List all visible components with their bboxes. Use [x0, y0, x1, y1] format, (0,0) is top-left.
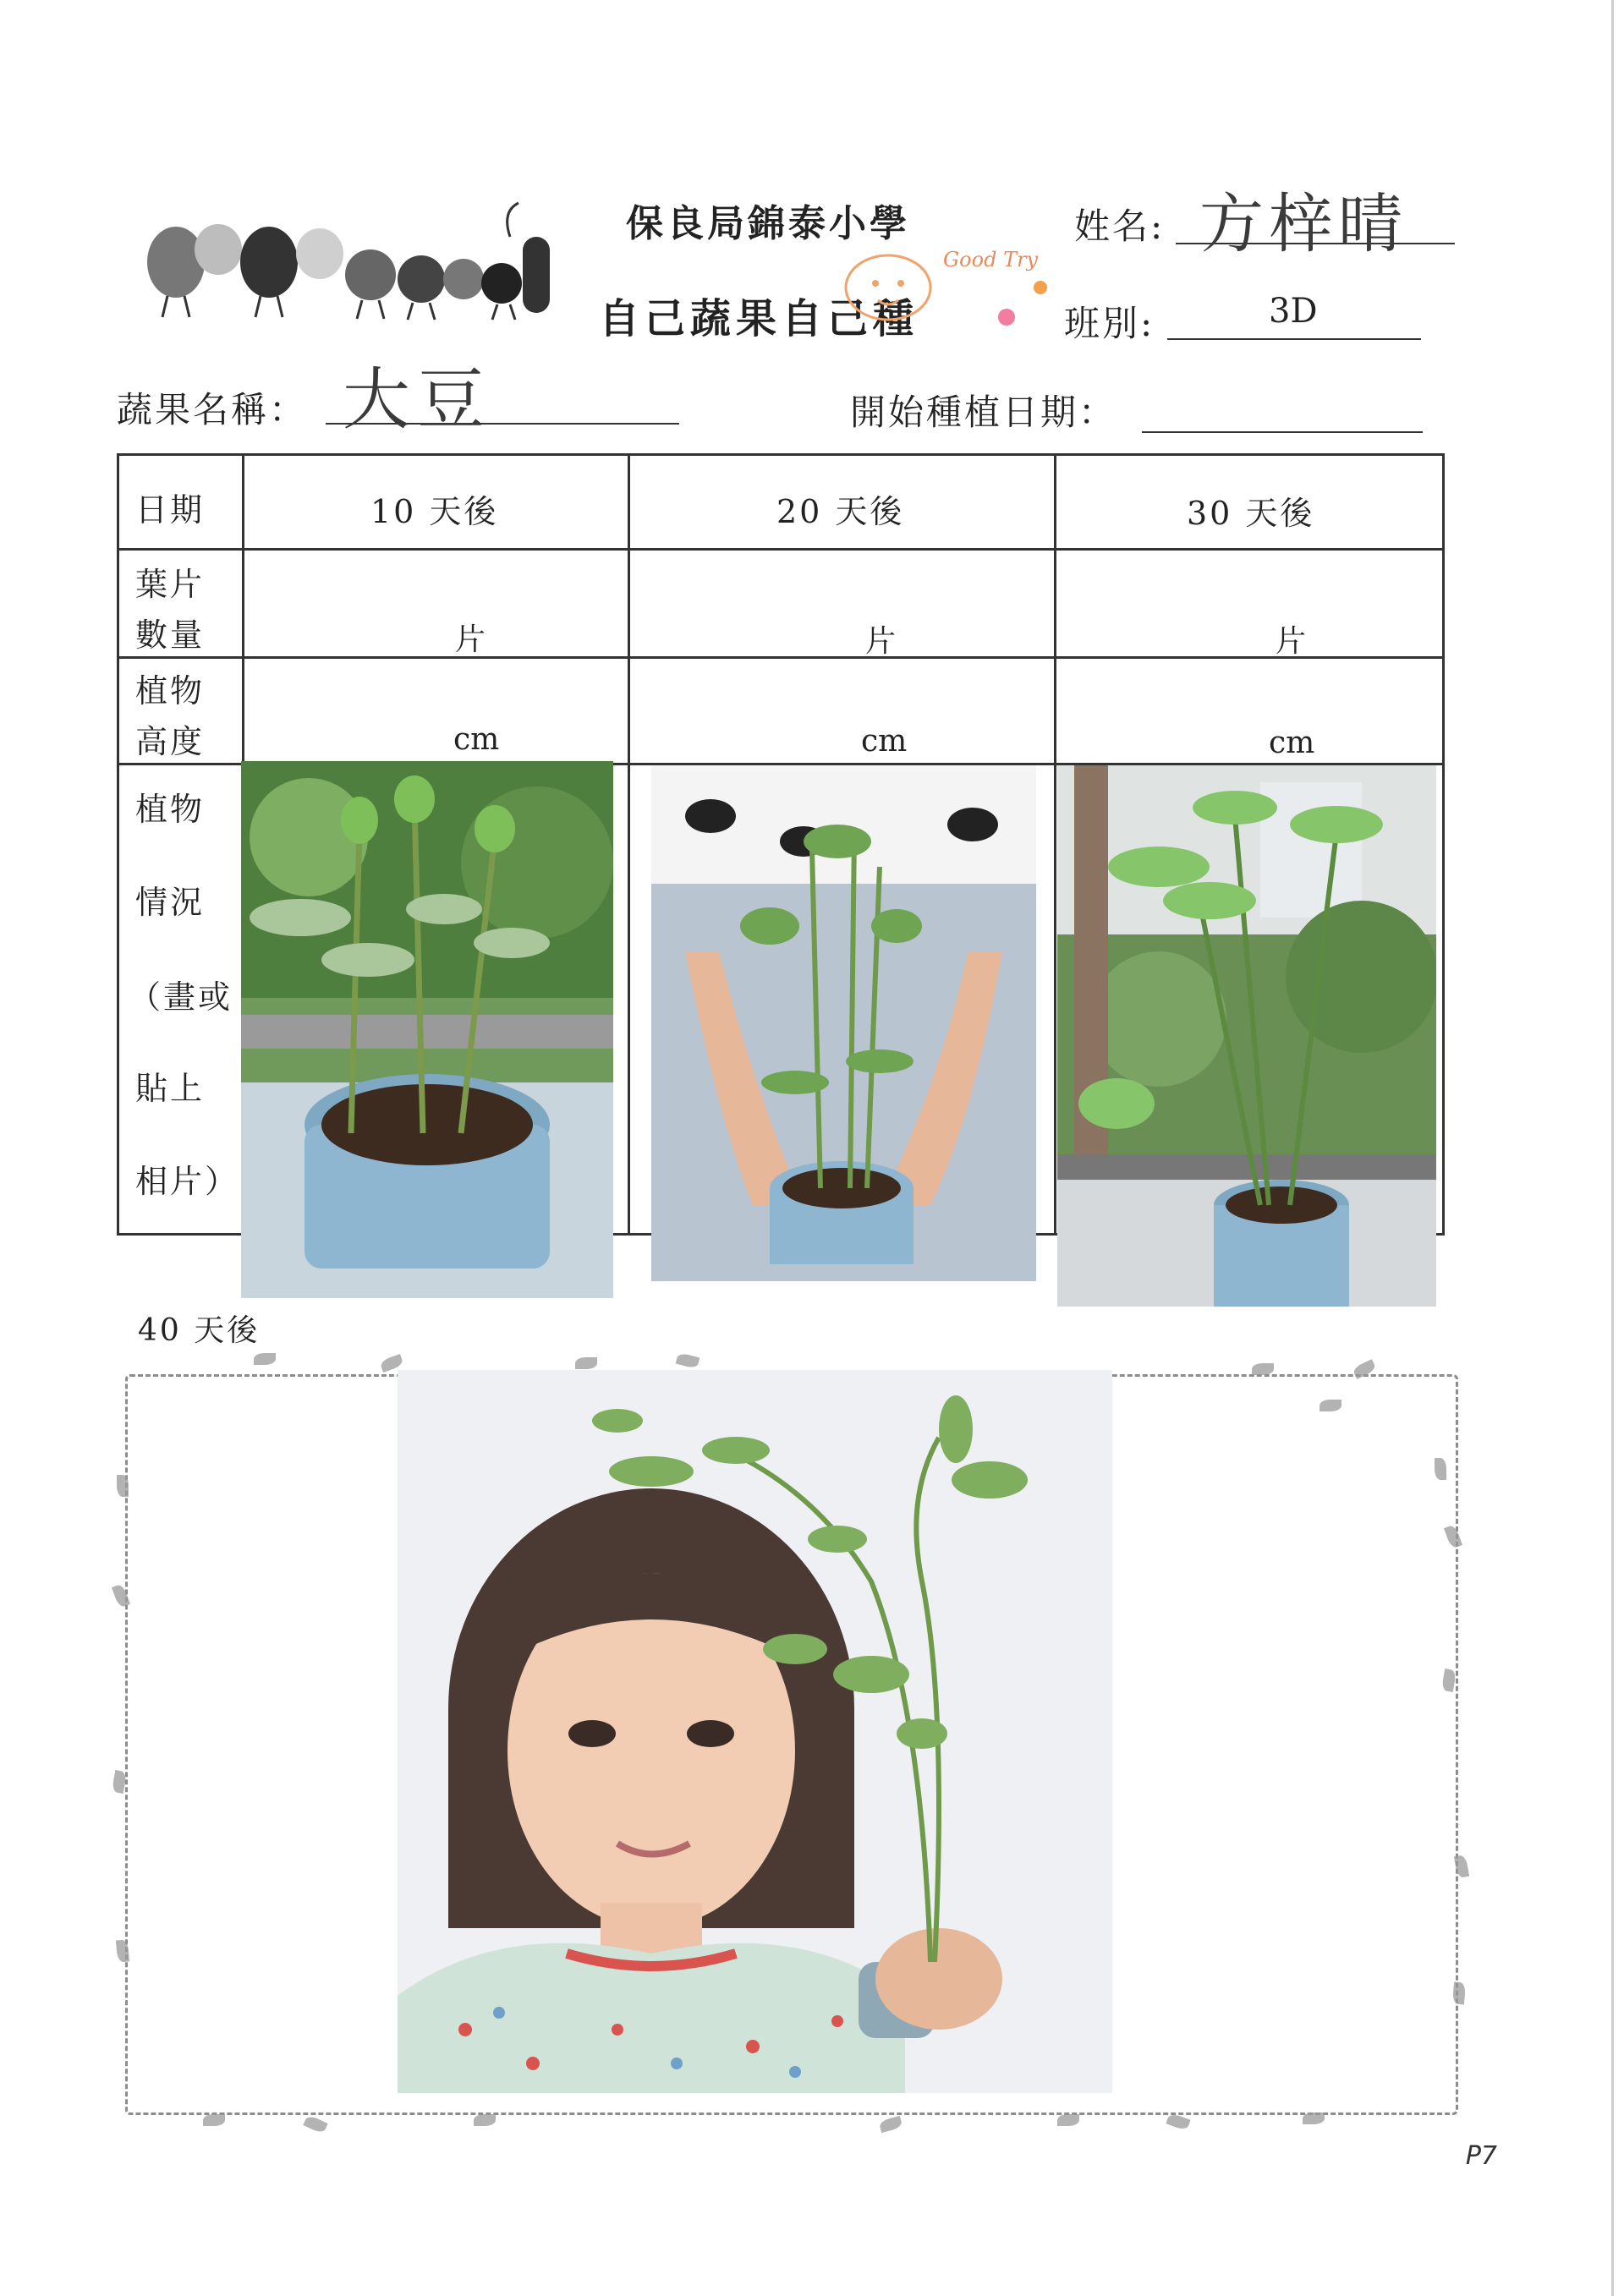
row-header-height-1: 植物 [135, 672, 206, 710]
column-header-10-days: 10 天後 [370, 493, 499, 530]
row-header-leaves-1: 葉片 [135, 566, 206, 603]
column-header-20-days: 20 天後 [776, 493, 905, 530]
plant-photo-20-days [651, 765, 1036, 1281]
leaf-unit-20: 片 [865, 624, 897, 659]
row-header-date: 日期 [135, 491, 206, 529]
plant-photo-10-days [241, 761, 613, 1298]
sticker-text: Good Try [943, 248, 1039, 271]
start-date-label: 開始種植日期： [850, 392, 1117, 433]
column-header-30-days: 30 天後 [1187, 495, 1315, 532]
class-value: 3D [1269, 292, 1318, 331]
row-header-status-5: 相片） [135, 1163, 240, 1200]
name-value: 方梓晴 [1199, 186, 1407, 261]
leaf-unit-10: 片 [455, 622, 486, 657]
veg-value: 大豆 [343, 360, 491, 439]
row-header-height-2: 高度 [135, 723, 206, 760]
name-field [1176, 186, 1455, 261]
row-header-status-2: 情況 [135, 884, 206, 921]
leaf-unit-30: 片 [1276, 624, 1307, 659]
veg-label: 蔬果名稱： [117, 389, 308, 430]
worksheet-title: 自己蔬果自己種 [599, 295, 919, 342]
scan-edge [1611, 0, 1614, 2296]
height-unit-10: cm [453, 722, 500, 757]
row-header-status-3: （畫或 [129, 978, 233, 1016]
after-40-days-label: 40 天後 [138, 1313, 261, 1348]
row-header-leaves-2: 數量 [135, 616, 206, 654]
class-label: 班別: [1064, 303, 1155, 344]
row-header-status-1: 植物 [135, 791, 206, 828]
height-unit-30: cm [1269, 726, 1315, 760]
fruit-characters-icon [117, 186, 573, 334]
dog-sticker-icon [837, 241, 1057, 334]
veg-field [326, 360, 679, 439]
page-number: P7 [1465, 2141, 1497, 2171]
plant-photo-30-days [1057, 765, 1436, 1307]
class-field [1167, 292, 1421, 340]
row-header-status-4: 貼上 [135, 1070, 206, 1107]
start-date-field [1142, 385, 1423, 433]
school-name: 保良局錦泰小學 [626, 202, 910, 245]
height-unit-20: cm [861, 724, 908, 759]
plant-photo-40-days [398, 1370, 1112, 2093]
name-label: 姓名: [1074, 205, 1166, 247]
